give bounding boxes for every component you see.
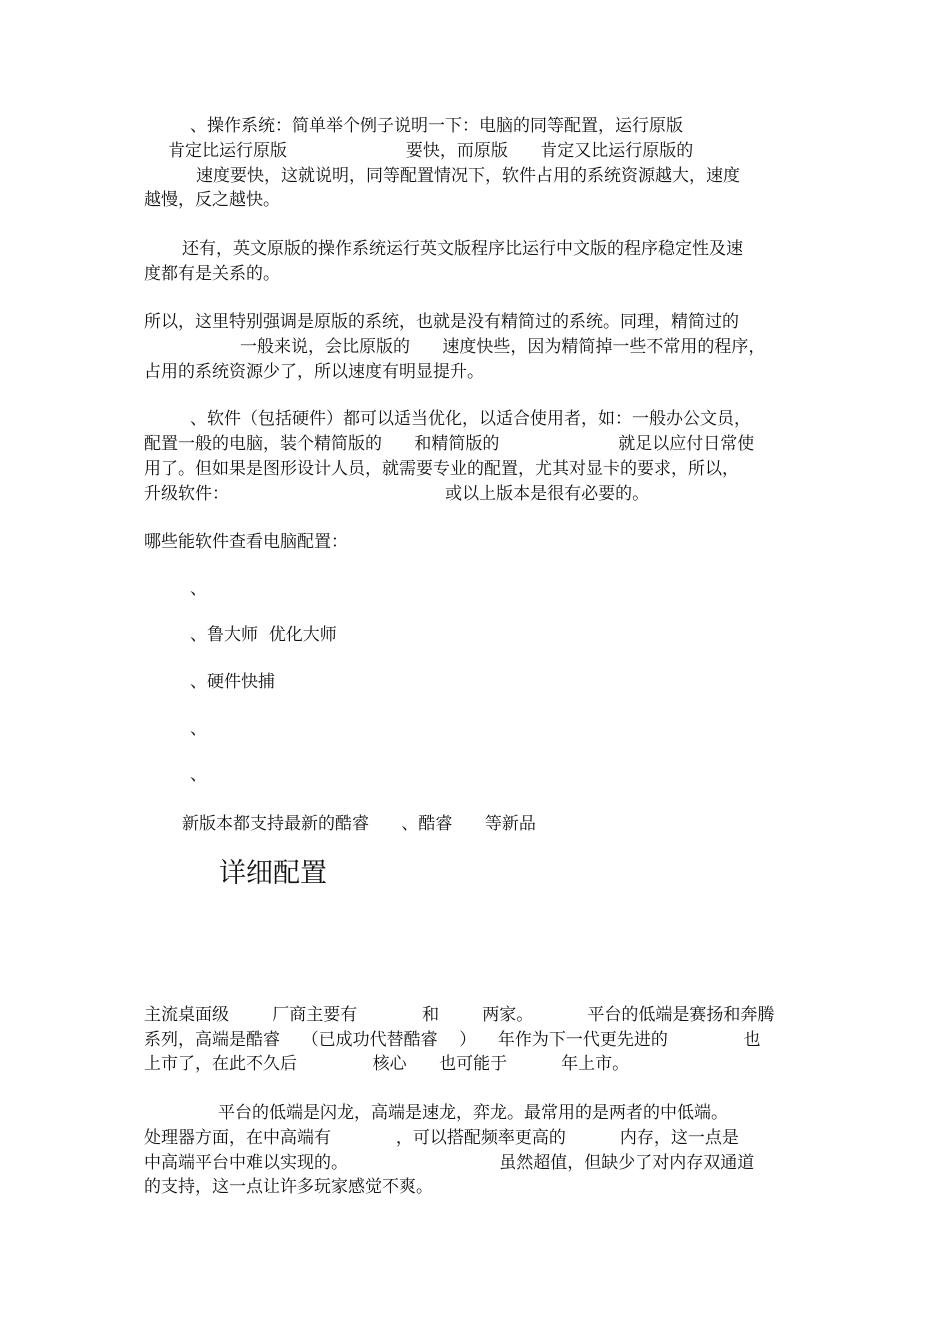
text-line: 还有，英文原版的操作系统运行英文版程序比运行中文版的程序稳定性及速: [182, 239, 743, 259]
text-line: 上市了，在此不久后 核心 也可能于 年上市。: [144, 1054, 630, 1074]
version-note: 新版本都支持最新的酷睿 、酷睿 等新品: [182, 814, 536, 834]
text-line: 处理器方面，在中高端有 ，可以搭配频率更高的 内存，这一点是: [144, 1128, 739, 1148]
list-item: 、: [190, 579, 207, 599]
text-line: 所以，这里特别强调是原版的系统，也就是没有精简过的系统。同理，精简过的: [144, 312, 739, 332]
list-item: 、硬件快捕: [190, 672, 275, 692]
text-line: 用了。但如果是图形设计人员，就需要专业的配置，尤其对显卡的要求，所以，: [144, 459, 739, 479]
list-item: 、鲁大师 优化大师: [190, 625, 337, 645]
text-line: 肯定比运行原版 要快，而原版 肯定又比运行原版的: [168, 141, 694, 161]
text-line: 速度要快，这就说明，同等配置情况下，软件占用的系统资源越大，速度: [196, 166, 740, 186]
text-line: 、软件（包括硬件）都可以适当优化，以适合使用者，如：一般办公文员，: [190, 409, 751, 429]
section-heading: 详细配置: [219, 858, 327, 889]
text-line: 配置一般的电脑，装个精简版的 和精简版的 就足以应付日常使: [144, 434, 755, 454]
text-line: 越慢，反之越快。: [144, 190, 280, 210]
text-line: 中高端平台中难以实现的。 虽然超值，但缺少了对内存双通道: [144, 1153, 755, 1173]
text-line: 、操作系统：简单举个例子说明一下：电脑的同等配置，运行原版: [190, 116, 683, 136]
text-line: 平台的低端是闪龙，高端是速龙，弈龙。最常用的是两者的中低端。: [218, 1103, 728, 1123]
section-intro: 哪些能软件查看电脑配置：: [144, 532, 348, 552]
text-line: 主流桌面级 厂商主要有 和 两家。 平台的低端是赛扬和奔腾: [144, 1005, 775, 1025]
text-line: 度都有是关系的。: [144, 264, 280, 284]
list-item: 、: [190, 765, 207, 785]
text-line: 的支持，这一点让许多玩家感觉不爽。: [144, 1177, 433, 1197]
text-line: 系列，高端是酷睿 （已成功代替酷睿 ） 年作为下一代更先进的 也: [144, 1030, 761, 1050]
text-line: 一般来说，会比原版的 速度快些，因为精简掉一些不常用的程序，: [240, 337, 766, 357]
text-line: 占用的系统资源少了，所以速度有明显提升。: [144, 362, 484, 382]
list-item: 、: [190, 719, 207, 739]
text-line: 升级软件： 或以上版本是很有必要的。: [144, 484, 650, 504]
